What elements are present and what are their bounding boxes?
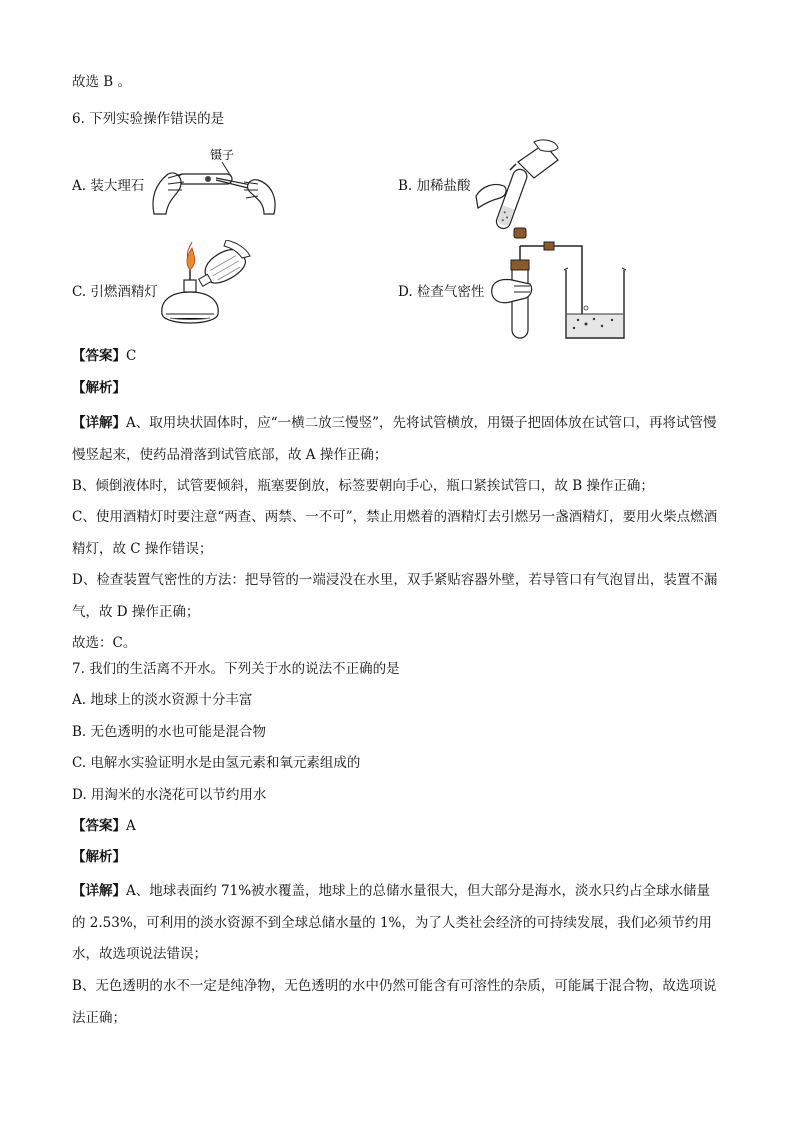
question-6-stem: 6. 下列实验操作错误的是 <box>72 111 225 127</box>
q6-detail-b: B、倾倒液体时，试管要倾斜，瓶塞要倒放，标签要朝向手心，瓶口紧挨试管口，故 B 操作正确； <box>72 478 654 494</box>
q6-detail-a <box>72 408 722 471</box>
answer-tag: 【答案】 <box>72 818 126 834</box>
q7-analysis-tag: 【解析】 <box>72 849 126 865</box>
answer-value: A <box>126 818 136 834</box>
q6-detail-d: D、检查装置气密性的方法：把导管的一端浸没在水里，双手紧贴容器外壁，若导管口有气泡冒出，装置不漏气，故 D 操作正确； <box>72 572 718 620</box>
q7-detail-b: B、无色透明的水不一定是纯净物，无色透明的水中仍然可能含有可溶性的杂质，可能属于混合物，故选项说法正确； <box>72 978 717 1026</box>
q7-option-a: A. 地球上的淡水资源十分丰富 <box>72 692 253 708</box>
q6-option-a: A. 装大理石 <box>72 178 145 194</box>
q6-answer <box>72 346 136 366</box>
q7-detail-a <box>72 876 722 971</box>
q7-answer <box>72 816 136 836</box>
airtightness-check-illustration <box>490 220 630 342</box>
tweezers-label: 镊子 <box>210 148 235 162</box>
q6-option-b: B. 加稀盐酸 <box>398 178 471 194</box>
detail-a-text: A、地球表面约 71%被水覆盖，地球上的总储水量很大，但大部分是海水，淡水只约占全球水储量的 2.53%，可利用的淡水资源不到全球总储水量的 1%，为了人类社会经济的可持续发展，我们必须节约用水，故选项说法错误； <box>72 883 712 962</box>
q6-conclusion: 故选：C。 <box>72 635 137 651</box>
q6-option-d: D. 检查气密性 <box>398 284 485 300</box>
question-7-stem: 7. 我们的生活离不开水。下列关于水的说法不正确的是 <box>72 661 400 677</box>
detail-tag: 【详解】 <box>72 415 126 431</box>
q7-option-c: C. 电解水实验证明水是由氢元素和氧元素组成的 <box>72 755 361 771</box>
q7-option-d: D. 用淘米的水浇花可以节约用水 <box>72 787 267 803</box>
answer-tag: 【答案】 <box>72 348 126 364</box>
q6-detail-c: C、使用酒精灯时要注意“两查、两禁、一不可”，禁止用燃着的酒精灯去引燃另一盏酒精灯，要用火柴点燃酒精灯，故 C 操作错误； <box>72 509 718 557</box>
q7-option-b: B. 无色透明的水也可能是混合物 <box>72 724 267 740</box>
q6-analysis-tag: 【解析】 <box>72 380 126 396</box>
q6-option-c: C. 引燃酒精灯 <box>72 284 158 300</box>
detail-a-text: A、取用块状固体时，应“一横二放三慢竖”，先将试管横放，用镊子把固体放在试管口，再将试管慢慢竖起来，使药品滑落到试管底部，故 A 操作正确； <box>72 415 717 463</box>
lamp-ignition-illustration <box>150 240 256 336</box>
marble-insertion-illustration <box>146 144 281 220</box>
prev-conclusion: 故选 B 。 <box>72 74 132 90</box>
detail-tag: 【详解】 <box>72 883 126 899</box>
answer-value: C <box>126 348 137 364</box>
